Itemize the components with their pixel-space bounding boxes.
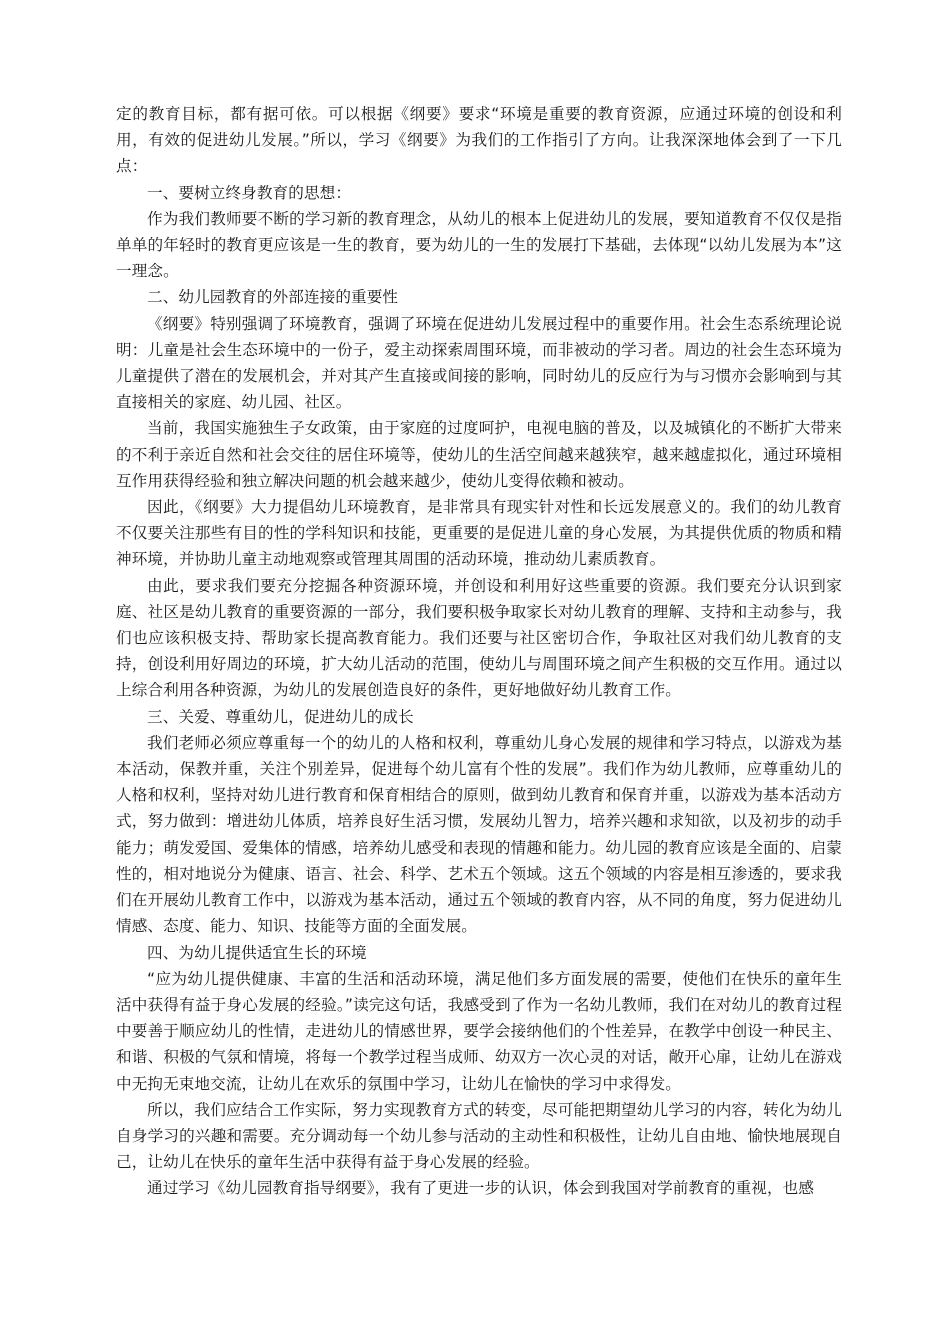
paragraph-closing: 通过学习《幼儿园教育指导纲要》，我有了更进一步的认识，体会到我国对学前教育的重视，也感 [147, 1179, 815, 1198]
section-heading-4: 四、为幼儿提供适宜生长的环境 [147, 943, 367, 962]
paragraph-intro: 定的教育目标，都有据可依。可以根据《纲要》要求“环境是重要的教育资源，应通过环境的创设和利用，有效的促进幼儿发展。”所以，学习《纲要》为我们的工作指引了方向。让我深深地体会到了一下几点： [116, 105, 842, 176]
paragraph: 由此，要求我们要充分挖掘各种资源环境，并创设和利用好这些重要的资源。我们要充分认识到家庭、社区是幼儿教育的重要资源的一部分，我们要积极争取家长对幼儿教育的理解、支持和主动参与，我们也应该积极支持、帮助家长提高教育能力。我们还要与社区密切合作，争取社区对我们幼儿教育的支持，创设利用好周边的环境，扩大幼儿活动的范围，使幼儿与周围环境之间产生积极的交互作用。通过以上综合利用各种资源，为幼儿的发展创造良好的条件，更好地做好幼儿教育工作。 [116, 576, 842, 700]
section-heading-3: 三、关爱、尊重幼儿，促进幼儿的成长 [147, 707, 414, 726]
document-body [116, 101, 842, 1202]
section-heading-2: 二、幼儿园教育的外部连接的重要性 [147, 288, 399, 307]
paragraph: 所以，我们应结合工作实际，努力实现教育方式的转变，尽可能把期望幼儿学习的内容，转化为幼儿自身学习的兴趣和需要。充分调动每一个幼儿参与活动的主动性和积极性，让幼儿自由地、愉快地展现自己，让幼儿在快乐的童年生活中获得有益于身心发展的经验。 [116, 1100, 842, 1172]
paragraph: 当前，我国实施独生子女政策，由于家庭的过度呵护，电视电脑的普及，以及城镇化的不断扩大带来的不利于亲近自然和社会交往的居住环境等，使幼儿的生活空间越来越狭窄，越来越虚拟化，通过环境相互作用获得经验和独立解决问题的机会越来越少，使幼儿变得依赖和被动。 [116, 419, 842, 490]
paragraph: 我们老师必须应尊重每一个的幼儿的人格和权利，尊重幼儿身心发展的规律和学习特点，以游戏为基本活动，保教并重，关注个别差异，促进每个幼儿富有个性的发展”。我们作为幼儿教师，应尊重幼儿的人格和权利，坚持对幼儿进行教育和保育相结合的原则，做到幼儿教育和保育并重，以游戏为基本活动方式，努力做到：增进幼儿体质，培养良好生活习惯，发展幼儿智力，培养兴趣和求知欲，以及初步的动手能力；萌发爱国、爱集体的情感，培养幼儿感受和表现的情趣和能力。幼儿园的教育应该是全面的、启蒙性的，相对地说分为健康、语言、社会、科学、艺术五个领域。这五个领域的内容是相互渗透的，要求我们在开展幼儿教育工作中，以游戏为基本活动，通过五个领域的教育内容，从不同的角度，努力促进幼儿情感、态度、能力、知识、技能等方面的全面发展。 [116, 733, 842, 936]
paragraph: 作为我们教师要不断的学习新的教育理念，从幼儿的根本上促进幼儿的发展，要知道教育不仅仅是指单单的年轻时的教育更应该是一生的教育，要为幼儿的一生的发展打下基础，去体现“以幼儿发展为本”这一理念。 [116, 209, 842, 281]
paragraph: 《纲要》特别强调了环境教育，强调了环境在促进幼儿发展过程中的重要作用。社会生态系统理论说明：儿童是社会生态环境中的一份子，爱主动探索周围环境，而非被动的学习者。周边的社会生态环境为儿童提供了潜在的发展机会，并对其产生直接或间接的影响，同时幼儿的反应行为与习惯亦会影响到与其直接相关的家庭、幼儿园、社区。 [116, 314, 842, 412]
section-heading-1: 一、要树立终身教育的思想： [147, 183, 352, 202]
paragraph: 因此，《纲要》大力提倡幼儿环境教育，是非常具有现实针对性和长远发展意义的。我们的幼儿教育不仅要关注那些有目的性的学科知识和技能，更重要的是促进儿童的身心发展，为其提供优质的物质和精神环境，并协助儿童主动地观察或管理其周围的活动环境，推动幼儿素质教育。 [116, 498, 842, 569]
paragraph: “应为幼儿提供健康、丰富的生活和活动环境，满足他们多方面发展的需要，使他们在快乐的童年生活中获得有益于身心发展的经验。”读完这句话，我感受到了作为一名幼儿教师，我们在对幼儿的教育过程中要善于顺应幼儿的性情，走进幼儿的情感世界，要学会接纳他们的个性差异，在教学中创设一种民主、和谐、积极的气氛和情境，将每一个教学过程当成师、幼双方一次心灵的对话，敞开心扉，让幼儿在游戏中无拘无束地交流，让幼儿在欢乐的氛围中学习，让幼儿在愉快的学习中求得发。 [116, 969, 842, 1093]
